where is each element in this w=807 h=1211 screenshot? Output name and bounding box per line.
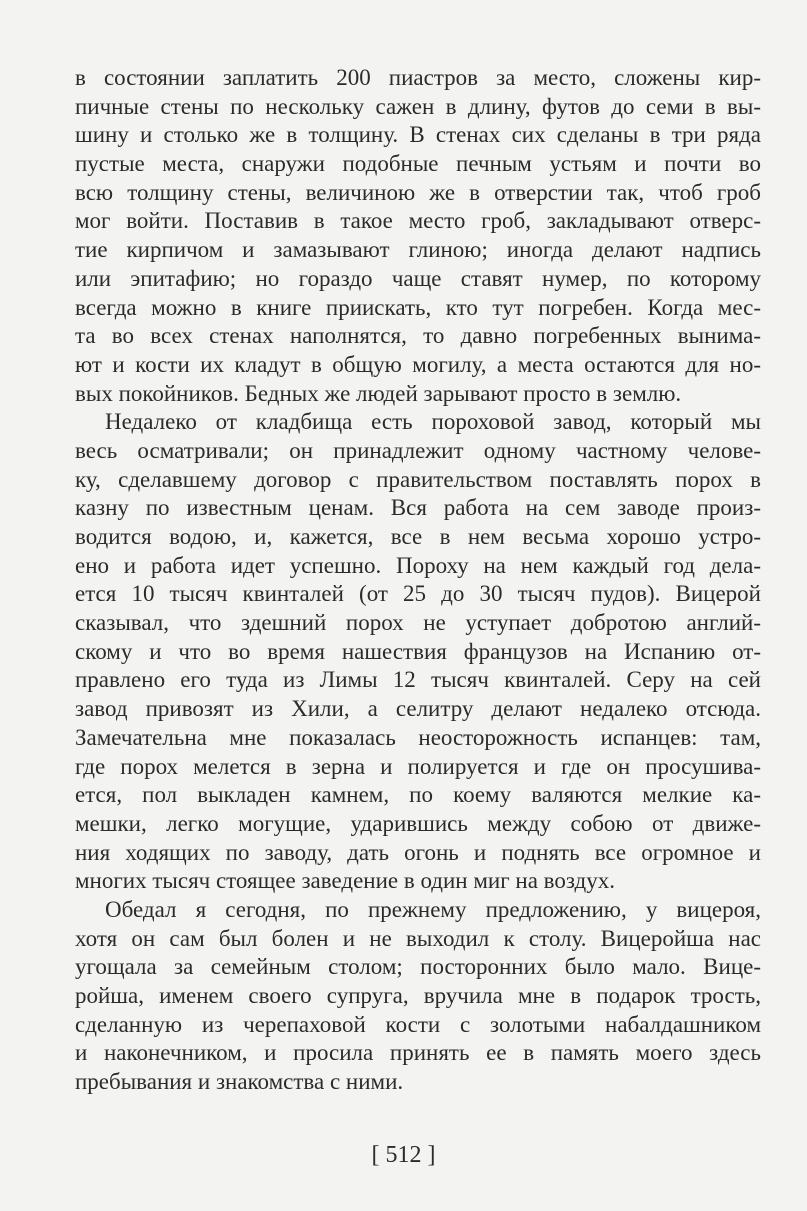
paragraph [75, 408, 761, 896]
text-line: сказывал, что здешний порох не уступает добротою англий- [75, 610, 761, 636]
text-line: водится водою, и, кажется, все в нем весьма хорошо устро- [75, 524, 761, 549]
text-line: многих тысяч стоящее заведение в один миг на воздух. [75, 868, 616, 894]
page-number: [ 512 ] [371, 1142, 436, 1168]
text-line: или эпитафию; но гораздо чаще ставят нумер, по которому [75, 265, 761, 291]
text-line: ройша, именем своего супруга, вручила мне в подарок трость, [75, 983, 761, 1008]
text-line: завод привозят из Хили, а селитру делают недалеко отсюда. [75, 696, 761, 722]
text-line: всегда можно в книге приискать, кто тут погребен. Когда мес- [75, 294, 761, 320]
text-line: весь осматривали; он принадлежит одному частному челове- [75, 437, 761, 463]
text-line: казну по известным ценам. Вся работа на сем заводе произ- [75, 495, 761, 521]
text-line: хотя он сам был болен и не выходил к столу. Вицеройша нас [75, 925, 761, 951]
text-line: ется 10 тысяч квинталей (от 25 до 30 тысяч пудов). Вицерой [75, 581, 761, 607]
paragraph [75, 896, 761, 1097]
text-line: ния ходящих по заводу, дать огонь и поднять все огромное и [75, 839, 761, 865]
text-line: тие кирпичом и замазывают глиною; иногда делают надпись [75, 237, 761, 263]
text-line: скому и что во время нашествия французов на Испанию от- [75, 638, 761, 664]
paragraph [75, 64, 761, 408]
text-line: Замечательна мне показалась неосторожность испанцев: там, [75, 724, 761, 750]
text-line: всю толщину стены, величиною же в отверстии так, чтоб гроб [75, 179, 761, 205]
text-line: ют и кости их кладут в общую могилу, а места остаются для но- [75, 351, 761, 377]
text-line: та во всех стенах наполнятся, то давно погребенных вынима- [75, 323, 761, 349]
text-line: сделанную из черепаховой кости с золотыми набалдашником [75, 1011, 761, 1037]
text-line: и наконечником, и просила принять ее в память моего здесь [75, 1040, 761, 1066]
text-line: пребывания и знакомства с ними. [75, 1069, 404, 1095]
page-body [75, 64, 761, 1097]
text-line: вых покойников. Бедных же людей зарывают просто в землю. [75, 380, 682, 406]
text-line: пичные стены по нескольку сажен в длину, футов до семи в вы- [75, 93, 761, 119]
text-line: Обедал я сегодня, по прежнему предложению, у вицероя, [105, 896, 761, 922]
text-line: угощала за семейным столом; посторонних было мало. Вице- [75, 954, 761, 980]
text-line: шину и столько же в толщину. В стенах сих сделаны в три ряда [75, 122, 761, 148]
text-line: пустые места, снаружи подобные печным устьям и почти во [75, 151, 761, 177]
text-line: мог войти. Поставив в такое место гроб, закладывают отверс- [75, 208, 761, 234]
text-line: правлено его туда из Лимы 12 тысяч квинталей. Серу на сей [75, 667, 761, 693]
text-line: ено и работа идет успешно. Пороху на нем каждый год дела- [75, 552, 761, 578]
text-line: мешки, легко могущие, ударившись между собою от движе- [75, 810, 761, 836]
text-line: Недалеко от кладбища есть пороховой завод, который мы [105, 409, 761, 435]
text-line: ется, пол выкладен камнем, по коему валяются мелкие ка- [75, 782, 761, 808]
text-line: где порох мелется в зерна и полируется и где он просушива- [75, 753, 761, 779]
text-line: ку, сделавшему договор с правительством поставлять порох в [75, 466, 761, 492]
text-line: в состоянии заплатить 200 пиастров за место, сложены кир- [75, 65, 761, 90]
